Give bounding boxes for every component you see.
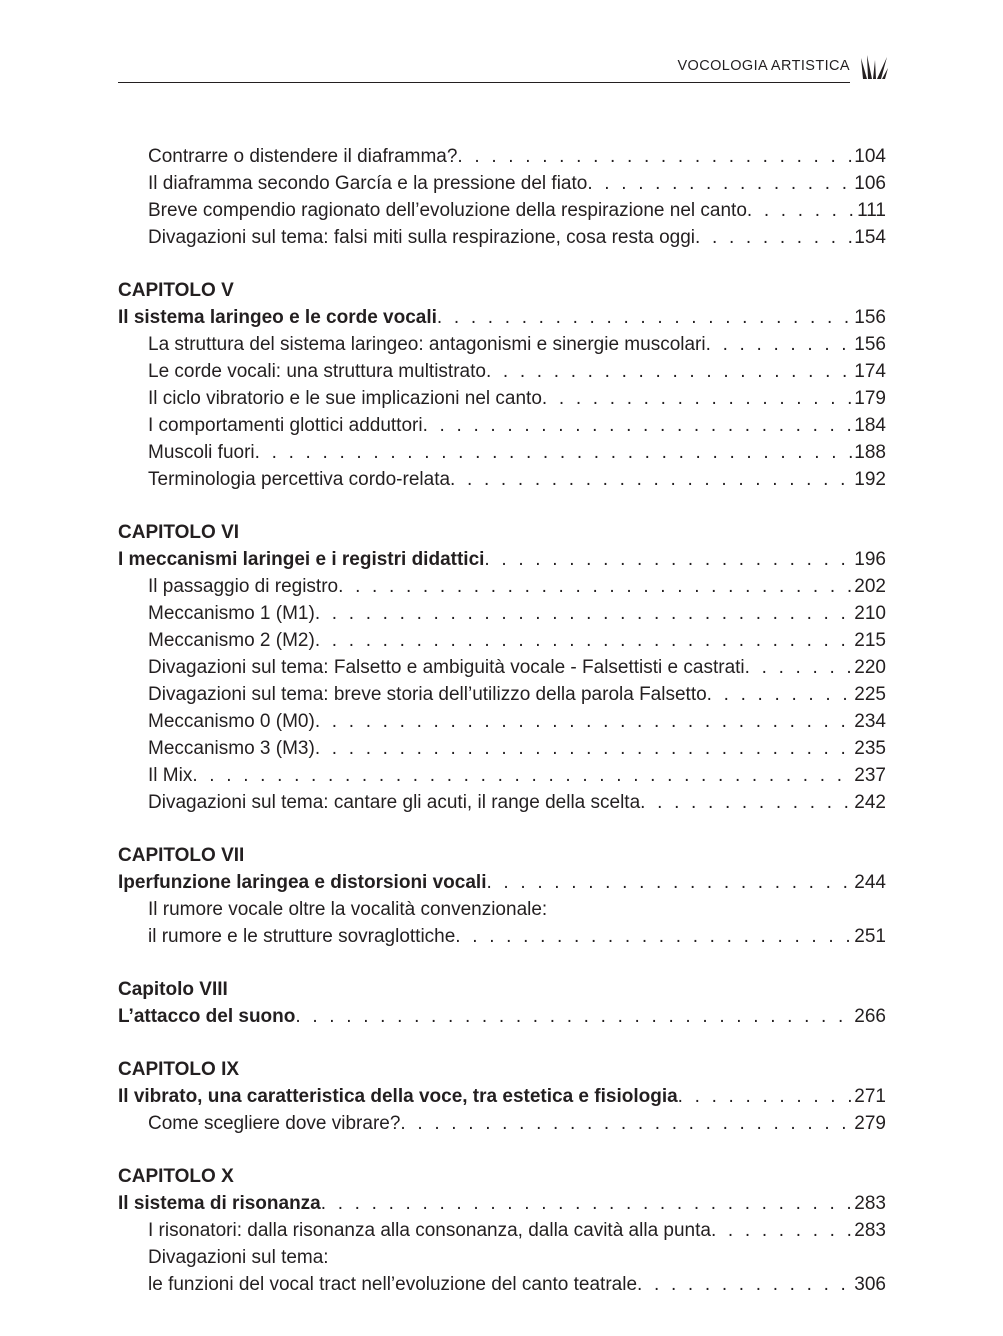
dot-leader (542, 385, 852, 412)
dot-leader (315, 600, 852, 627)
page-number: 192 (854, 469, 886, 490)
entry-title: L’attacco del suono (118, 1006, 296, 1027)
entry-title: La struttura del sistema laringeo: antagonismi e sinergie muscolari (148, 334, 706, 355)
dot-leader (338, 573, 852, 600)
page-number: 184 (854, 415, 886, 436)
dot-leader (640, 789, 852, 816)
page-number: 283 (854, 1193, 886, 1214)
toc-subentry (118, 896, 886, 923)
toc-section-entry[interactable] (118, 1083, 886, 1110)
dot-leader (192, 762, 852, 789)
entry-title: Meccanismo 3 (M3) (148, 738, 315, 759)
toc-subentry[interactable] (118, 789, 886, 816)
dot-leader (706, 331, 853, 358)
page-number: 104 (854, 146, 886, 167)
toc-subentry[interactable] (118, 735, 886, 762)
entry-title: Il ciclo vibratorio e le sue implicazioni nel canto (148, 388, 542, 409)
dot-leader (747, 197, 855, 224)
dot-leader (486, 869, 852, 896)
entry-title: Meccanismo 0 (M0) (148, 711, 315, 732)
toc-section-entry[interactable] (118, 304, 886, 331)
page-number: 234 (854, 711, 886, 732)
toc-subentry[interactable] (118, 1217, 886, 1244)
toc-section-entry[interactable] (118, 1190, 886, 1217)
page-number: 237 (854, 765, 886, 786)
page-number: 271 (854, 1086, 886, 1107)
entry-title: Il rumore vocale oltre la vocalità convenzionale: (148, 899, 548, 920)
section-gap (118, 816, 886, 842)
running-title: VOCOLOGIA ARTISTICA (677, 58, 850, 74)
entry-title: il rumore e le strutture sovraglottiche (148, 926, 456, 947)
dot-leader (437, 304, 852, 331)
dot-leader (637, 1271, 852, 1298)
toc-subentry[interactable] (118, 224, 886, 251)
page-number: 242 (854, 792, 886, 813)
toc-subentry[interactable] (118, 654, 886, 681)
header-rule (118, 82, 850, 83)
toc-subentry[interactable] (118, 197, 886, 224)
grass-tuft-icon (860, 54, 888, 80)
dot-leader (321, 1190, 853, 1217)
toc-subentry[interactable] (118, 143, 886, 170)
entry-title: Divagazioni sul tema: cantare gli acuti, il range della scelta (148, 792, 641, 813)
page-number: 235 (854, 738, 886, 759)
toc-section-entry[interactable] (118, 869, 886, 896)
section-gap (118, 1137, 886, 1163)
dot-leader (255, 439, 853, 466)
toc-subentry[interactable] (118, 439, 886, 466)
entry-title: I comportamenti glottici adduttori (148, 415, 423, 436)
dot-leader (457, 143, 852, 170)
toc-subentry[interactable] (118, 385, 886, 412)
entry-title: Muscoli fuori (148, 442, 255, 463)
dot-leader (423, 412, 853, 439)
entry-title: Iperfunzione laringea e distorsioni vocali (118, 872, 487, 893)
page-number: 244 (854, 872, 886, 893)
dot-leader (400, 1110, 852, 1137)
toc-section-entry[interactable] (118, 546, 886, 573)
entry-title: Il sistema laringeo e le corde vocali (118, 307, 437, 328)
entry-title: Come scegliere dove vibrare? (148, 1113, 401, 1134)
page-number: 266 (854, 1006, 886, 1027)
dot-leader (707, 681, 853, 708)
running-head (118, 52, 888, 84)
toc-subentry[interactable] (118, 331, 886, 358)
page-number: 179 (854, 388, 886, 409)
entry-title: Divagazioni sul tema: Falsetto e ambiguità vocale - Falsettisti e castrati (148, 657, 745, 678)
entry-title: le funzioni del vocal tract nell’evoluzione del canto teatrale (148, 1274, 638, 1295)
entry-title: Il vibrato, una caratteristica della voce, tra estetica e fisiologia (118, 1086, 678, 1107)
dot-leader (587, 170, 852, 197)
toc-subentry[interactable] (118, 708, 886, 735)
entry-title: Breve compendio ragionato dell’evoluzione della respirazione nel canto (148, 200, 747, 221)
page-number: 156 (854, 307, 886, 328)
section-gap (118, 950, 886, 976)
toc-subentry[interactable] (118, 1271, 886, 1298)
dot-leader (315, 708, 852, 735)
entry-title: Il Mix (148, 765, 193, 786)
toc-subentry[interactable] (118, 681, 886, 708)
section-gap (118, 493, 886, 519)
toc-subentry[interactable] (118, 762, 886, 789)
dot-leader (295, 1003, 852, 1030)
page-number: 283 (854, 1220, 886, 1241)
chapter-heading: CAPITOLO VII (118, 845, 245, 866)
toc-subentry (118, 1244, 886, 1271)
entry-title: Il passaggio di registro (148, 576, 339, 597)
entry-title: Il diaframma secondo García e la pressione del fiato (148, 173, 588, 194)
entry-title: Meccanismo 1 (M1) (148, 603, 315, 624)
entry-title: I risonatori: dalla risonanza alla consonanza, dalla cavità alla punta (148, 1220, 711, 1241)
dot-leader (695, 224, 852, 251)
dot-leader (455, 923, 852, 950)
toc-subentry[interactable] (118, 923, 886, 950)
chapter-heading: CAPITOLO V (118, 280, 234, 301)
page-number: 174 (854, 361, 886, 382)
table-of-contents (118, 143, 886, 1298)
chapter-heading: CAPITOLO IX (118, 1059, 240, 1080)
toc-subentry[interactable] (118, 627, 886, 654)
entry-title: Divagazioni sul tema: falsi miti sulla respirazione, cosa resta oggi (148, 227, 696, 248)
page-number: 225 (854, 684, 886, 705)
page-number: 210 (854, 603, 886, 624)
chapter-heading: CAPITOLO X (118, 1166, 234, 1187)
page-number: 156 (854, 334, 886, 355)
section-gap (118, 1030, 886, 1056)
dot-leader (450, 466, 852, 493)
page-number: 111 (857, 200, 886, 221)
dot-leader (315, 627, 852, 654)
entry-title: I meccanismi laringei e i registri didattici (118, 549, 485, 570)
toc-subentry[interactable] (118, 1110, 886, 1137)
entry-title: Contrarre o distendere il diaframma? (148, 146, 458, 167)
page-number: 196 (854, 549, 886, 570)
page-number: 106 (854, 173, 886, 194)
entry-title: Il sistema di risonanza (118, 1193, 321, 1214)
dot-leader (745, 654, 853, 681)
toc-subentry[interactable] (118, 170, 886, 197)
entry-title: Divagazioni sul tema: (148, 1247, 329, 1268)
page-number: 306 (854, 1274, 886, 1295)
toc-subentry[interactable] (118, 600, 886, 627)
dot-leader (711, 1217, 852, 1244)
entry-title: Terminologia percettiva cordo-relata (148, 469, 451, 490)
toc-subentry[interactable] (118, 466, 886, 493)
page-number: 220 (854, 657, 886, 678)
entry-title: Meccanismo 2 (M2) (148, 630, 315, 651)
toc-subentry[interactable] (118, 358, 886, 385)
dot-leader (484, 546, 852, 573)
dot-leader (315, 735, 852, 762)
entry-title: Divagazioni sul tema: breve storia dell’utilizzo della parola Falsetto (148, 684, 707, 705)
page-number: 154 (854, 227, 886, 248)
entry-title: Le corde vocali: una struttura multistrato (148, 361, 486, 382)
page-number: 251 (854, 926, 886, 947)
chapter-heading: CAPITOLO VI (118, 522, 240, 543)
chapter-heading: Capitolo VIII (118, 979, 228, 1000)
toc-subentry[interactable] (118, 412, 886, 439)
page-number: 215 (854, 630, 886, 651)
dot-leader (678, 1083, 853, 1110)
dot-leader (486, 358, 852, 385)
page-number: 202 (854, 576, 886, 597)
toc-subentry[interactable] (118, 573, 886, 600)
toc-section-entry[interactable] (118, 1003, 886, 1030)
page-number: 188 (854, 442, 886, 463)
page-number: 279 (854, 1113, 886, 1134)
section-gap (118, 251, 886, 277)
